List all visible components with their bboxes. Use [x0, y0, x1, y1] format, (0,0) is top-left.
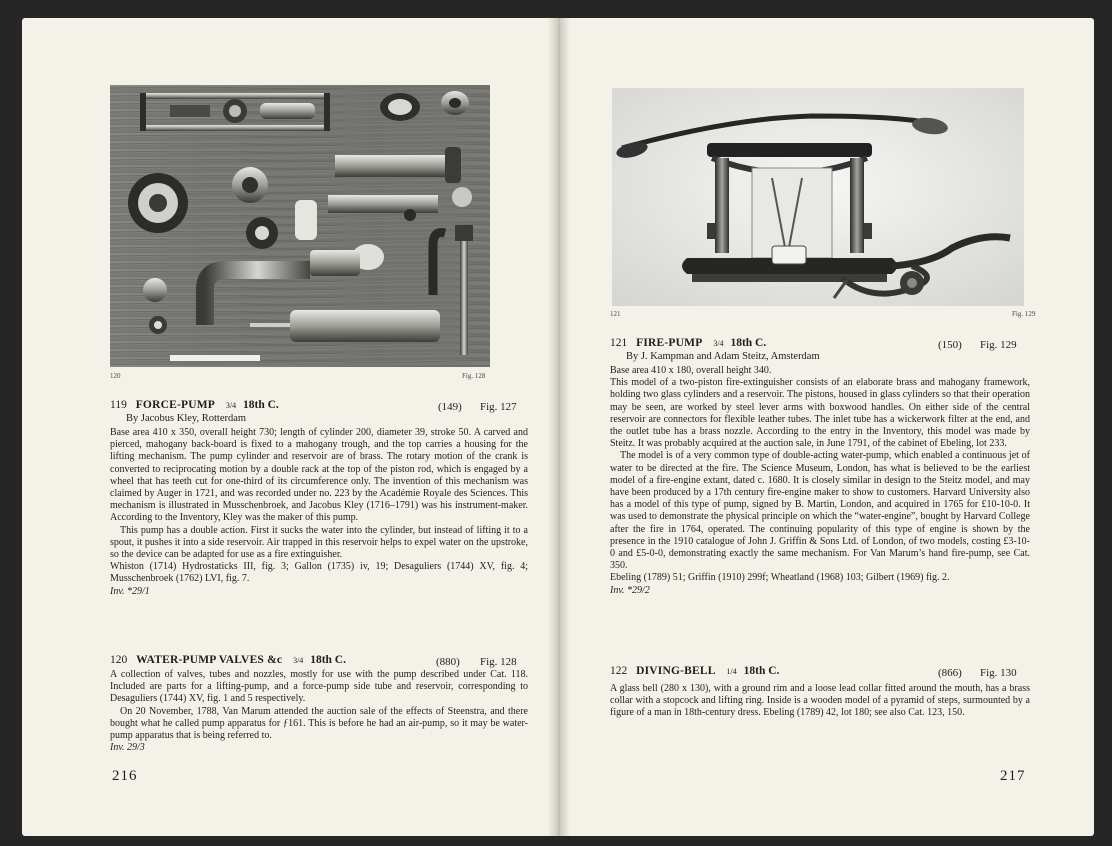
figure-label: Fig. 128 — [462, 372, 486, 380]
scale-fraction: 3/4 — [293, 656, 304, 665]
inventory-number: Inv. *29/1 — [110, 585, 150, 597]
catalogue-ref: (880) — [436, 656, 460, 668]
entry-title: FIRE-PUMP — [636, 337, 703, 349]
catalogue-ref: (149) — [438, 401, 462, 413]
scale-fraction: 1/4 — [726, 667, 737, 676]
entry-date: 18th C. — [242, 399, 279, 411]
maker-line: By J. Kampman and Adam Steitz, Amsterdam — [626, 351, 820, 362]
paragraph: This model of a two-piston fire-extinguisher consists of an elaborate brass and mahogany framework, holding two glass cylinders and a reservoir. The pistons, housed in glass cylinders so that their operation may be seen, are worked by steel lever arms with boxwood handles. On either side of the central reservoir are connectors for flexible leather tubes. The inlet tube has a wickerwork filter at the end, and the outlet tube has a brass nozzle. According to the entry in the Inventory, this model was made by Steitz. It was probably acquired at the auction sale, in June 1791, of the cabinet of Ebeling, lot 233. — [610, 377, 1030, 450]
entry-body — [610, 365, 1030, 597]
figure-number: 120 — [110, 372, 121, 380]
entry-title: WATER-PUMP VALVES &c — [136, 654, 283, 666]
bibliography: Ebeling (1789) 51; Griffin (1910) 299f; Wheatland (1968) 103; Gilbert (1969) fig. 2. — [610, 572, 950, 584]
entry-date: 18th C. — [310, 654, 346, 666]
paragraph: Base area 410 x 350, overall height 730; length of cylinder 200, diameter 39, stroke 50. A carved and pierced, mahogany back-board is fixed to a mahogany trough, and the top carries a housing for the lifting mechanism. The pump cylinder and reservoir are of brass. The rotary motion of the crank is converted to reciprocating motion by a double rack at the top of the piston rod, which is engaged by a wheel that has teeth cut for one-third of its circumference only. The invention of this mechanism was claimed by Auger in 1721, and was recorded under no. 223 by the Académie Royale des Sciences. This mechanism is illustrated in Musschenbroek, and Jacobus Kley (1716–1791) was his instrument-maker. According to the Inventory, Kley was the maker of this pump. — [110, 427, 528, 524]
paragraph: The model is of a very common type of double-acting water-pump, which enabled a continuous jet of water to be directed at the fire. The Science Museum, London, has what is believed to be the earliest model of a fire-engine extant, dated c. 1680. It is closely similar in design to the Steitz model, and may have been produced by a 17th century fire-engine maker to show to customers. Harvard University also has a model of this type of pump, signed by B. Martin, London, and acquired in 1765 for £10-10-0. It was used to demonstrate the physical principle on which the “water-engine”, bought by Harvard College after the fire in 1764, operated. The continuing popularity of this type of engine is shown by the presence in the 1910 catalogue of John J. Griffin & Sons Ltd. of London, of two models, costing £3-10-0 and £5-0-0, demonstrating exactly the same mechanism. For Van Marum’s hand fire-pump, see Cat. 350. — [610, 450, 1030, 572]
entry-heading — [110, 399, 279, 411]
paragraph: Base area 410 x 180, overall height 340. — [610, 365, 772, 376]
catalogue-ref: (150) — [938, 339, 962, 351]
figure-number: 121 — [610, 310, 621, 318]
entry-body — [110, 427, 528, 598]
entry-heading — [610, 665, 779, 677]
entry-heading — [610, 337, 766, 349]
entry-title: DIVING-BELL — [636, 665, 716, 677]
figure-ref: Fig. 127 — [480, 401, 517, 413]
scale-fraction: 3/4 — [713, 339, 724, 348]
book-gutter — [548, 18, 570, 836]
inventory-number: Inv. 29/3 — [110, 742, 145, 754]
paragraph: On 20 November, 1788, Van Marum attended the auction sale of the effects of Steenstra, and there bought what he called pump apparatus for ƒ161. This is before he had an air-pump, so it may be water-pump apparatus that is being referred to. — [110, 705, 528, 742]
page-number: 216 — [112, 768, 138, 784]
paragraph: A glass bell (280 x 130), with a ground rim and a loose lead collar fitted around the mouth, has a brass collar with a stopcock and lifting ring. Inside is a wooden model of a pyramid of steps, surmounted by a figure of a man in 18th-century dress. Ebeling (1789) 42, lot 180; see also Cat. 123, 150. — [610, 683, 1030, 719]
entry-heading — [110, 654, 346, 666]
maker-line: By Jacobus Kley, Rotterdam — [126, 413, 247, 424]
entry-number: 122 — [610, 665, 628, 677]
paragraph: A collection of valves, tubes and nozzles, mostly for use with the pump described under Cat. 118. Included are parts for a lifting-pump, and a force-pump side tube and reservoir, corresponding to Desaguliers (1744) XV, fig. 1 and 5 respectively. — [110, 669, 528, 705]
entry-number: 120 — [110, 654, 128, 666]
entry-date: 18th C. — [730, 337, 767, 349]
figure-ref: Fig. 128 — [480, 656, 517, 668]
figure-label: Fig. 129 — [1012, 310, 1036, 318]
figure-ref: Fig. 129 — [980, 339, 1017, 351]
figure-129-photo — [612, 88, 1024, 306]
catalogue-ref: (866) — [938, 667, 962, 679]
entry-date: 18th C. — [743, 665, 780, 677]
scale-fraction: 3/4 — [225, 401, 237, 410]
bibliography: Whiston (1714) Hydrostaticks III, fig. 3; Gallon (1735) iv, 19; Desaguliers (1744) XV, fig. 4; Musschenbroek (1762) LVI, fig. 7. — [110, 561, 528, 585]
figure-128-photo — [110, 85, 490, 367]
entry-number: 119 — [110, 399, 127, 411]
inventory-number: Inv. *29/2 — [610, 584, 650, 596]
page-number: 217 — [1000, 768, 1026, 784]
entry-body — [110, 669, 528, 754]
paragraph: This pump has a double action. First it sucks the water into the cylinder, but instead of lifting it to a spout, it pushes it into a side reservoir. Air trapped in this reservoir helps to expel water on the upstroke, so the device can be adapted for use as a fire extinguisher. — [110, 524, 528, 561]
figure-ref: Fig. 130 — [980, 667, 1017, 679]
entry-number: 121 — [610, 337, 628, 349]
entry-body — [610, 683, 1030, 720]
entry-title: FORCE-PUMP — [135, 399, 215, 411]
